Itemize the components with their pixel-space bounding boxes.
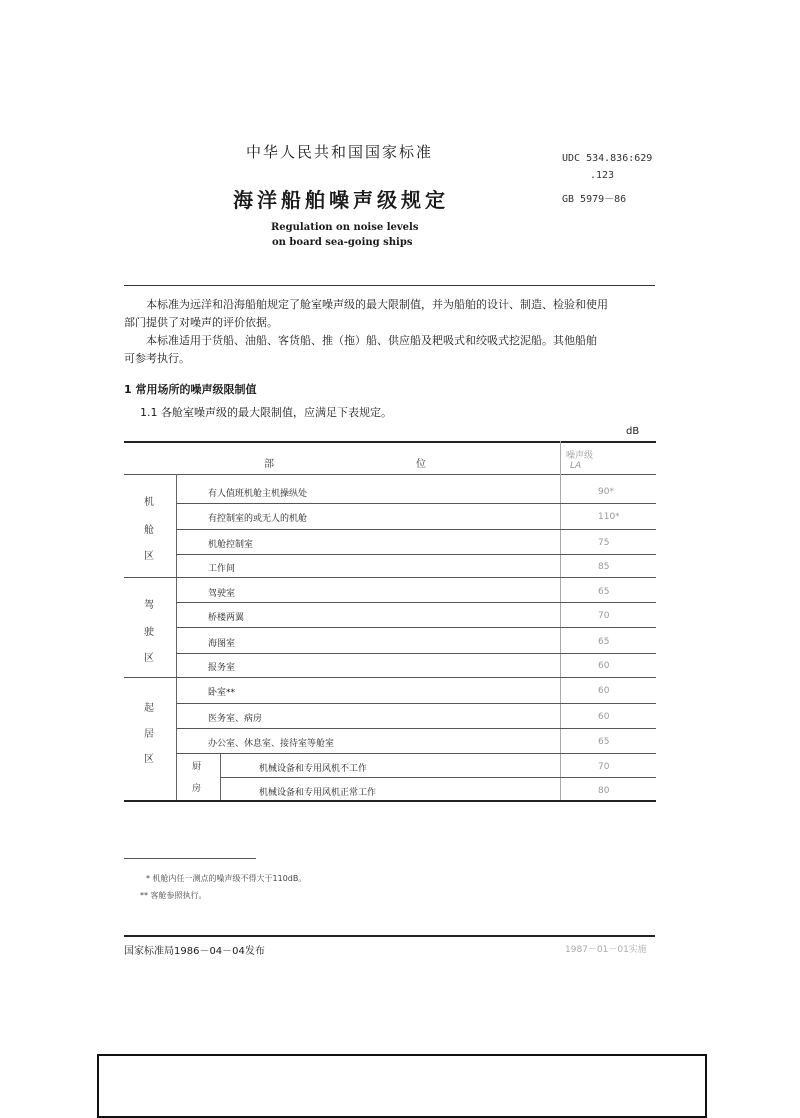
section-1-heading: 1 常用场所的噪声级限制值	[124, 383, 257, 396]
group-engine-char-1: 机	[144, 497, 154, 508]
row-living-2-label: 医务室、病房	[208, 714, 263, 724]
row-engine-1-label: 有人值班机舱主机操纵处	[208, 489, 308, 499]
header-limit-symbol: LA	[570, 461, 582, 471]
row-galley-1-label: 机械设备和专用风机不工作	[259, 764, 368, 774]
row-galley-1-value: 70	[598, 762, 610, 772]
row-bridge-2-label: 桥楼两翼	[208, 613, 245, 623]
group-divider	[124, 677, 656, 678]
unit-label: dB	[626, 426, 640, 437]
group-engine-char-2: 舱	[144, 525, 154, 536]
group-bridge-char-1: 驾	[144, 600, 154, 611]
row-engine-3-value: 75	[598, 538, 610, 548]
row-bridge-4-value: 60	[598, 661, 610, 671]
row-living-2-value: 60	[598, 712, 610, 722]
row-engine-4-label: 工作间	[208, 564, 236, 574]
row-divider	[176, 529, 656, 530]
header-position: 位	[416, 459, 426, 470]
issue-date: 国家标准局1986－04－04发布	[124, 946, 265, 957]
row-divider	[176, 653, 656, 654]
row-bridge-2-value: 70	[598, 611, 610, 621]
row-engine-2-label: 有控制室的或无人的机舱	[208, 514, 308, 524]
footnote-1: * 机舱内任一测点的噪声级不得大于110dB。	[146, 874, 307, 883]
row-divider	[220, 777, 656, 778]
table-top-rule	[124, 441, 656, 443]
row-living-1-label: 卧室**	[208, 688, 236, 698]
group-divider	[124, 577, 656, 578]
header-limit-label: 噪声级	[566, 451, 594, 461]
galley-char-2: 房	[192, 784, 202, 794]
footer-divider	[124, 935, 655, 937]
row-living-1-value: 60	[598, 686, 610, 696]
row-galley-2-label: 机械设备和专用风机正常工作	[259, 788, 377, 798]
udc-code-continued: .123	[590, 170, 615, 181]
noise-limit-table	[124, 441, 656, 801]
row-engine-1-value: 90*	[598, 487, 614, 497]
english-title-line-2: on board sea-going ships	[272, 237, 413, 248]
group-engine-char-3: 区	[144, 551, 154, 562]
row-divider	[176, 753, 656, 754]
intro-paragraph-line-2: 部门提供了对噪声的评价依据。	[124, 316, 278, 329]
scope-paragraph-line-1: 本标准适用于货船、油船、客货船、推（拖）船、供应船及耙吸式和绞吸式挖泥船。其他船舶	[146, 334, 597, 347]
scope-paragraph-line-2: 可参考执行。	[124, 352, 190, 365]
value-column-divider	[560, 441, 561, 801]
row-divider	[176, 602, 656, 603]
row-engine-4-value: 85	[598, 562, 610, 572]
group-bridge-char-2: 驶	[144, 627, 154, 638]
table-bottom-rule	[124, 800, 656, 802]
row-bridge-1-value: 65	[598, 587, 610, 597]
english-title-line-1: Regulation on noise levels	[271, 222, 419, 233]
group-column-divider	[176, 474, 177, 801]
document-title: 海洋船舶噪声级规定	[233, 188, 449, 212]
section-1-1-heading: 1.1 各舱室噪声级的最大限制值，应满足下表规定。	[140, 406, 392, 419]
udc-code: UDC 534.836:629	[562, 153, 653, 164]
row-divider	[176, 627, 656, 628]
group-bridge-char-3: 区	[144, 653, 154, 664]
row-bridge-1-label: 驾驶室	[208, 589, 236, 599]
header-part: 部	[264, 459, 274, 470]
row-living-3-label: 办公室、休息室、接待室等舱室	[208, 739, 335, 749]
row-engine-3-label: 机舱控制室	[208, 540, 254, 550]
bottom-frame	[97, 1054, 707, 1118]
intro-paragraph-line-1: 本标准为远洋和沿海船舶规定了舱室噪声级的最大限制值，并为船舶的设计、制造、检验和使用	[146, 298, 608, 311]
row-living-3-value: 65	[598, 737, 610, 747]
row-divider	[176, 554, 656, 555]
row-divider	[176, 728, 656, 729]
row-divider	[176, 703, 656, 704]
row-bridge-4-label: 报务室	[208, 663, 236, 673]
row-bridge-3-value: 65	[598, 637, 610, 647]
row-bridge-3-label: 海图室	[208, 639, 236, 649]
effective-date: 1987－01－01实施	[565, 945, 647, 955]
row-galley-2-value: 80	[598, 786, 610, 796]
galley-char-1: 厨	[192, 762, 202, 772]
footnote-divider	[124, 858, 256, 859]
group-living-char-1: 起	[144, 703, 154, 714]
row-divider	[176, 503, 656, 504]
gb-number: GB 5979－86	[562, 194, 627, 205]
row-engine-2-value: 110*	[598, 512, 620, 522]
group-living-char-2: 居	[144, 729, 154, 740]
footnote-2: ** 客舱参照执行。	[140, 891, 207, 900]
standard-label: 中华人民共和国国家标准	[246, 143, 434, 161]
header-divider	[124, 285, 655, 286]
group-living-char-3: 区	[144, 754, 154, 765]
header-rule	[124, 474, 656, 475]
